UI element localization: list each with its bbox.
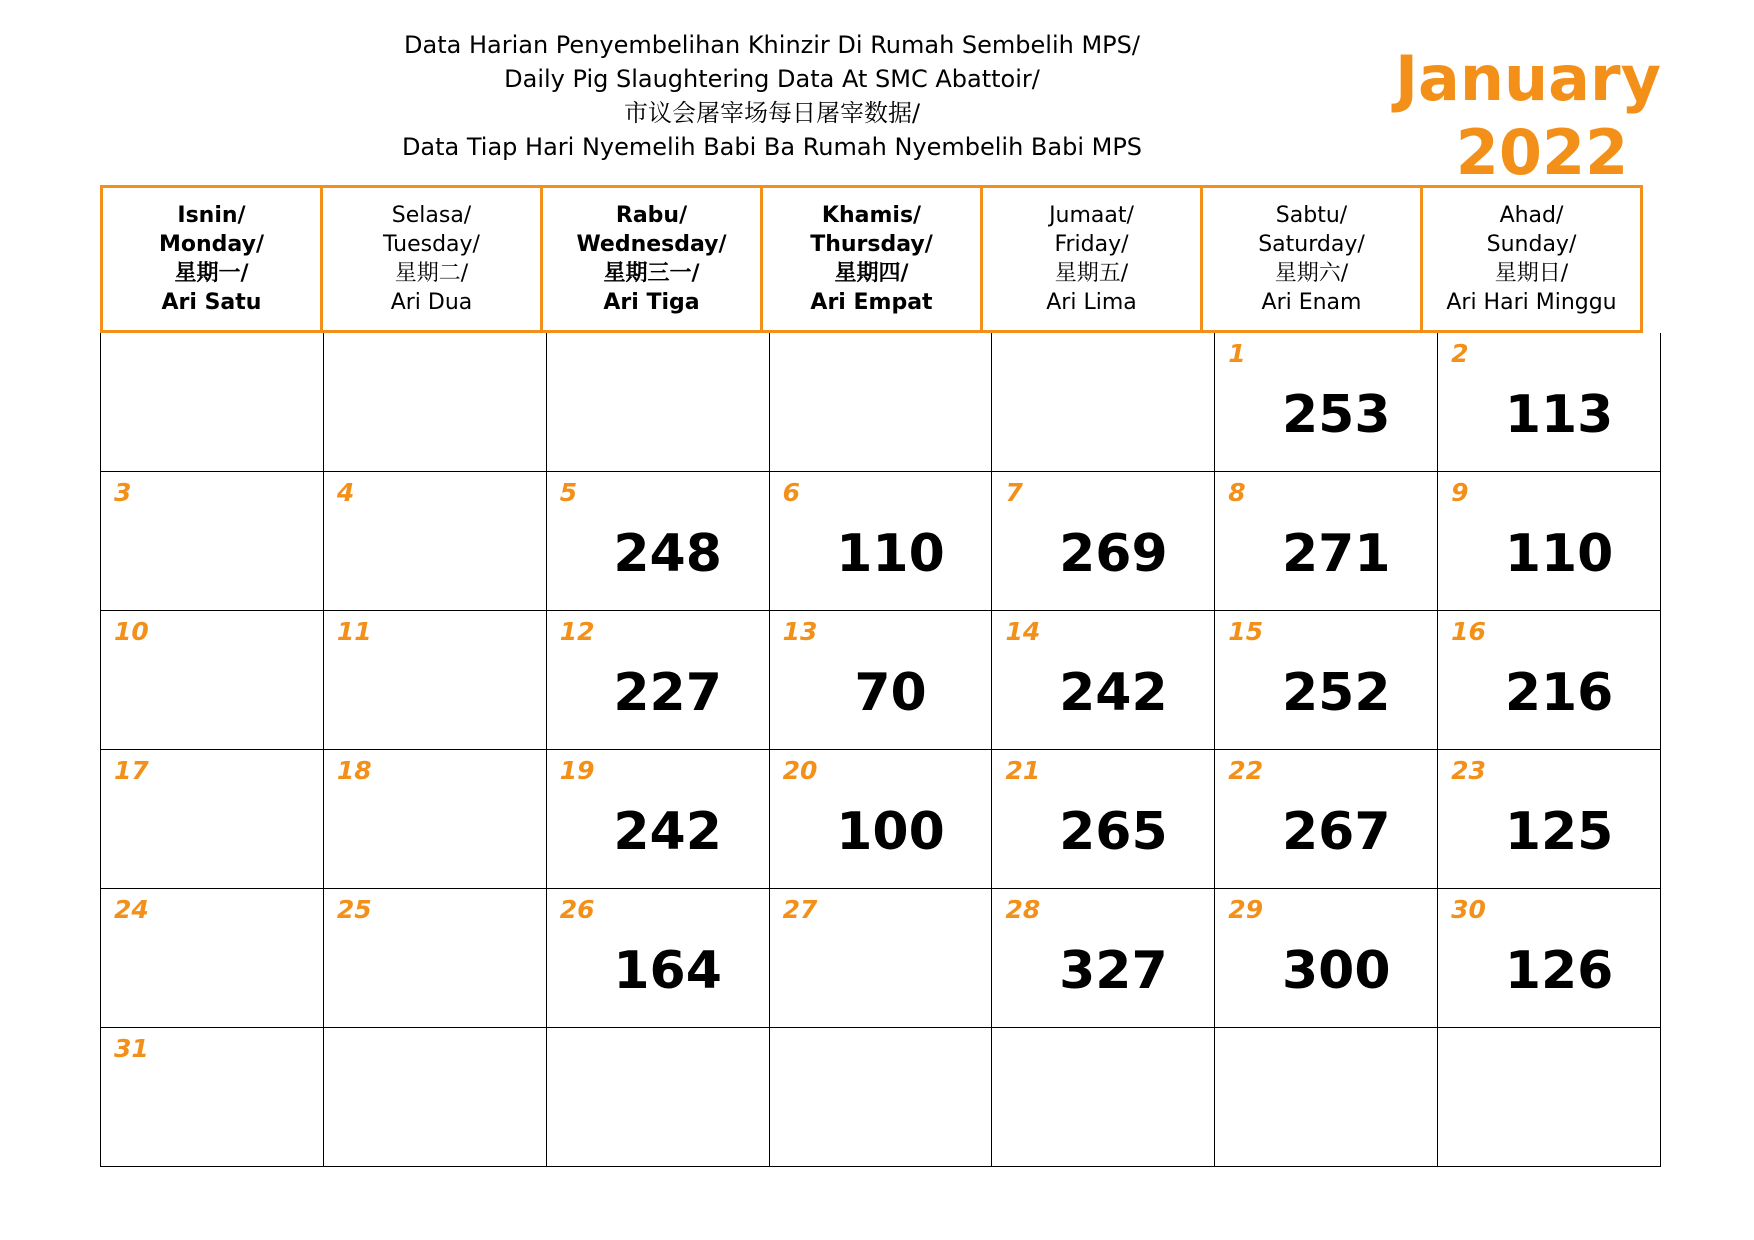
weekday-header-line: Friday/: [1054, 232, 1129, 257]
calendar-day-cell: [770, 1028, 993, 1167]
day-number: 17: [114, 756, 149, 785]
month-heading: [1390, 42, 1690, 190]
calendar-day-cell: [1438, 750, 1661, 889]
weekday-header-row: [100, 185, 1661, 333]
day-number: 2: [1451, 339, 1469, 368]
weekday-header-cell: [1420, 185, 1643, 333]
title-line-malay: Data Harian Penyembelihan Khinzir Di Rumah Sembelih MPS/: [404, 31, 1140, 59]
calendar-day-cell: [992, 1028, 1215, 1167]
weekday-header-line: Selasa/: [391, 203, 472, 228]
calendar-grid: [100, 333, 1661, 1167]
weekday-header-line: Thursday/: [810, 232, 933, 257]
day-number: 4: [336, 478, 355, 507]
calendar-day-cell: [1438, 611, 1661, 750]
weekday-header-line: Ari Enam: [1261, 290, 1362, 315]
calendar-day-cell: [324, 333, 547, 472]
calendar-day-cell: [1215, 611, 1438, 750]
weekday-header-line: Ahad/: [1499, 203, 1564, 228]
calendar-day-cell: [547, 750, 770, 889]
calendar-week-row: [101, 611, 1661, 750]
calendar-day-cell: [547, 889, 770, 1028]
calendar-day-cell: [770, 611, 993, 750]
slaughter-count: 216: [1504, 663, 1614, 723]
weekday-header-line: Sabtu/: [1275, 203, 1348, 228]
title-line-iban: Data Tiap Hari Nyemelih Babi Ba Rumah Nyembelih Babi MPS: [401, 133, 1143, 161]
calendar-day-cell: [1215, 472, 1438, 611]
calendar-day-cell: [324, 472, 547, 611]
weekday-header-line: Ari Empat: [810, 290, 933, 315]
slaughter-count: 70: [854, 663, 927, 723]
calendar-day-cell: [101, 333, 324, 472]
calendar-day-cell: [101, 611, 324, 750]
calendar-day-cell: [992, 472, 1215, 611]
calendar-day-cell: [324, 889, 547, 1028]
month-name: January: [1394, 42, 1661, 115]
weekday-header-line: Khamis/: [821, 203, 922, 228]
day-number: 26: [559, 895, 595, 924]
slaughter-count: 242: [1059, 663, 1168, 723]
calendar-day-cell: [547, 1028, 770, 1167]
weekday-header-line: Jumaat/: [1049, 203, 1134, 228]
slaughter-count: 164: [613, 941, 722, 1001]
calendar-day-cell: [101, 889, 324, 1028]
weekday-header-cell: [980, 185, 1203, 333]
calendar-day-cell: [1215, 1028, 1438, 1167]
day-number: 25: [336, 895, 372, 924]
weekday-header-cell: [1200, 185, 1423, 333]
slaughter-count: 248: [613, 524, 722, 584]
calendar-day-cell: [1215, 333, 1438, 472]
slaughter-count: 269: [1059, 524, 1168, 584]
day-number: 5: [559, 478, 578, 507]
calendar-week-row: [101, 889, 1661, 1028]
weekday-header-cell: [760, 185, 983, 333]
day-number: 20: [782, 756, 818, 785]
weekday-header-cell: [540, 185, 763, 333]
slaughter-count: 300: [1281, 941, 1391, 1001]
weekday-header-line: 星期六/: [1274, 261, 1349, 286]
weekday-header-line: Rabu/: [615, 203, 688, 228]
calendar-day-cell: [547, 472, 770, 611]
day-number: 21: [1005, 756, 1041, 785]
calendar-day-cell: [324, 750, 547, 889]
slaughter-count: 242: [613, 802, 722, 862]
slaughter-count: 126: [1504, 941, 1614, 1001]
title-line-english: Daily Pig Slaughtering Data At SMC Abattoir/: [504, 65, 1040, 93]
day-number: 14: [1005, 617, 1041, 646]
calendar-day-cell: [547, 611, 770, 750]
calendar-day-cell: [1215, 750, 1438, 889]
calendar-day-cell: [324, 611, 547, 750]
slaughter-count: 267: [1281, 802, 1391, 862]
calendar-week-row: [101, 750, 1661, 889]
weekday-header-line: Sunday/: [1486, 232, 1577, 257]
day-number: 19: [559, 756, 595, 785]
calendar-day-cell: [1438, 333, 1661, 472]
calendar-day-cell: [992, 750, 1215, 889]
calendar-day-cell: [1438, 889, 1661, 1028]
weekday-header-line: 星期日/: [1494, 261, 1569, 286]
day-number: 7: [1005, 478, 1023, 507]
weekday-header-line: Wednesday/: [576, 232, 727, 257]
weekday-header-line: Tuesday/: [383, 232, 480, 257]
calendar-day-cell: [101, 1028, 324, 1167]
day-number: 24: [114, 895, 149, 924]
slaughter-count: 265: [1059, 802, 1168, 862]
day-number: 28: [1005, 895, 1041, 924]
calendar-day-cell: [547, 333, 770, 472]
day-number: 29: [1228, 895, 1264, 924]
calendar-week-row: [101, 1028, 1661, 1167]
slaughter-count: 113: [1504, 385, 1614, 445]
calendar-day-cell: [1438, 1028, 1661, 1167]
slaughter-count: 110: [1504, 524, 1614, 584]
day-number: 15: [1228, 617, 1264, 646]
weekday-header-cell: [320, 185, 543, 333]
day-number: 1: [1228, 339, 1246, 368]
calendar-day-cell: [101, 750, 324, 889]
weekday-header-cell: [100, 185, 323, 333]
calendar-day-cell: [992, 333, 1215, 472]
day-number: 27: [782, 895, 818, 924]
day-number: 31: [114, 1034, 149, 1063]
calendar-day-cell: [770, 750, 993, 889]
title-line-chinese: 市议会屠宰场每日屠宰数据/: [623, 99, 921, 127]
slaughter-count: 100: [836, 802, 945, 862]
weekday-header-line: Monday/: [159, 232, 264, 257]
day-number: 16: [1451, 617, 1486, 646]
weekday-header-line: 星期二/: [394, 261, 469, 286]
slaughter-count: 125: [1504, 802, 1614, 862]
calendar-day-cell: [770, 472, 993, 611]
weekday-header-line: 星期三一/: [603, 261, 700, 286]
weekday-header-line: 星期四/: [834, 261, 909, 286]
weekday-header-line: Ari Satu: [161, 290, 262, 315]
day-number: 23: [1451, 756, 1486, 785]
weekday-header-line: 星期五/: [1054, 261, 1129, 286]
day-number: 30: [1451, 895, 1486, 924]
calendar-day-cell: [992, 889, 1215, 1028]
day-number: 6: [782, 478, 800, 507]
day-number: 3: [114, 478, 132, 507]
calendar-day-cell: [770, 889, 993, 1028]
slaughter-count: 327: [1059, 941, 1168, 1001]
weekday-header-line: 星期一/: [174, 261, 249, 286]
month-year: 2022: [1455, 116, 1629, 189]
calendar-day-cell: [101, 472, 324, 611]
calendar-week-row: [101, 472, 1661, 611]
calendar-day-cell: [1215, 889, 1438, 1028]
page-title: [352, 28, 1192, 164]
weekday-header-line: Ari Tiga: [603, 290, 700, 315]
slaughter-count: 253: [1281, 385, 1391, 445]
slaughter-count: 110: [836, 524, 945, 584]
slaughter-count: 252: [1281, 663, 1391, 723]
day-number: 13: [782, 617, 818, 646]
calendar-day-cell: [770, 333, 993, 472]
day-number: 12: [559, 617, 595, 646]
calendar-day-cell: [1438, 472, 1661, 611]
calendar: [100, 185, 1661, 1167]
weekday-header-line: Isnin/: [177, 203, 246, 228]
weekday-header-line: Saturday/: [1258, 232, 1365, 257]
weekday-header-line: Ari Hari Minggu: [1446, 290, 1617, 315]
day-number: 8: [1228, 478, 1246, 507]
day-number: 11: [336, 617, 372, 646]
weekday-header-line: Ari Lima: [1046, 290, 1137, 315]
day-number: 18: [336, 756, 372, 785]
weekday-header-line: Ari Dua: [390, 290, 473, 315]
slaughter-count: 227: [613, 663, 722, 723]
day-number: 10: [114, 617, 149, 646]
calendar-day-cell: [324, 1028, 547, 1167]
calendar-week-row: [101, 333, 1661, 472]
day-number: 22: [1228, 756, 1264, 785]
day-number: 9: [1451, 478, 1469, 507]
calendar-day-cell: [992, 611, 1215, 750]
slaughter-count: 271: [1281, 524, 1391, 584]
